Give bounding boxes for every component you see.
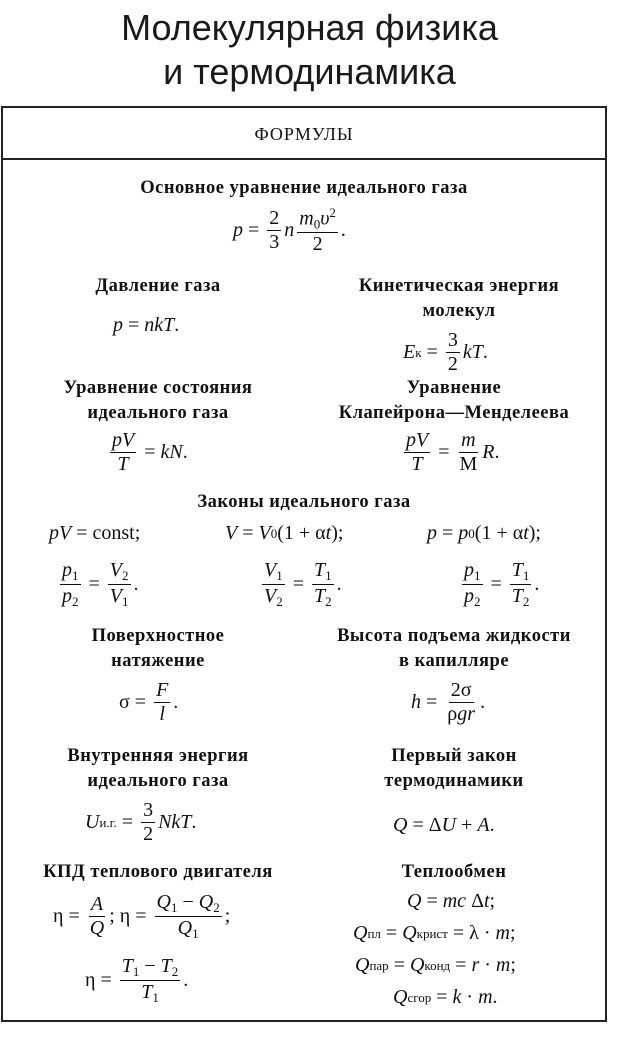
- formula-charles-ratio: $\frac{p_1}{p_2}$ = $\frac{T_1}{T_2}$ .: [464, 559, 540, 609]
- formula-state-equation: $\frac{pV}{T}$ = kN .: [112, 429, 188, 475]
- formula-boyle-ratio: $\frac{p_1}{p_2}$ = $\frac{V_2}{V_1}$ .: [62, 559, 139, 609]
- heading-state-equation: Уравнение состояния идеального газа: [63, 378, 253, 423]
- formula-kinetic-energy: E к = $\frac{3}{2}$ kT .: [403, 329, 488, 375]
- heading-ideal-gas-equation: Основное уравнение идеального газа: [140, 178, 468, 198]
- formula-gay-lussac-ratio: $\frac{V_1}{V_2}$ = $\frac{T_1}{T_2}$ .: [264, 559, 342, 609]
- formula-efficiency-1: η = $\frac{A}{Q}$ ; η = $\frac{Q_1 - Q_2}{Q_1}$ ;: [53, 891, 231, 941]
- heading-surface-tension: Поверхностное натяжение: [91, 626, 225, 671]
- formula-basic-equation: p = $\frac{2}{3}$ n $\frac{m_0\upsilon^2}{2}$ .: [233, 205, 346, 256]
- formula-melting: Q пл = Q крист = λ · m ;: [353, 922, 516, 944]
- formula-gas-pressure: p = nkT .: [113, 314, 180, 336]
- formula-boyle: pV = const ;: [49, 522, 141, 544]
- formula-internal-energy: U и.г. = $\frac{3}{2}$ NkT .: [85, 799, 197, 845]
- heading-internal-energy: Внутренняя энергия идеального газа: [67, 746, 249, 791]
- page-title-line2: и термодинамика: [163, 51, 456, 92]
- heading-efficiency: КПД теплового двигателя: [43, 862, 273, 882]
- heading-gas-laws: Законы идеального газа: [197, 492, 411, 512]
- formulas-box: [1, 106, 607, 1022]
- formula-clapeyron: $\frac{pV}{T}$ = $\frac{m}{M}$ R .: [406, 429, 500, 475]
- formula-capillary: h = $\frac{2\sigma}{\text{ρgr}}$ .: [411, 679, 486, 725]
- heading-heat-exchange: Теплообмен: [401, 862, 507, 882]
- formula-combustion: Q сгор = k · m .: [393, 986, 498, 1008]
- formula-gay-lussac: V = V 0 (1 + α t );: [225, 522, 344, 544]
- heading-clapeyron: Уравнение Клапейрона—Менделеева: [338, 378, 570, 423]
- heading-gas-pressure: Давление газа: [95, 276, 221, 296]
- formula-vaporization: Q пар = Q конд = r · m ;: [355, 954, 516, 976]
- formula-surface-tension: σ = $\frac{F}{l}$ .: [119, 679, 179, 725]
- formula-efficiency-2: η = $\frac{T_1 - T_2}{T_1}$ .: [85, 955, 189, 1005]
- formula-charles: p = p 0 (1 + α t );: [427, 522, 541, 544]
- box-header: ФОРМУЛЫ: [3, 108, 605, 160]
- heading-kinetic-energy: Кинетическая энергия молекул: [358, 276, 560, 321]
- heading-first-law: Первый закон термодинамики: [384, 746, 524, 791]
- formula-first-law: Q = Δ U + A .: [393, 814, 495, 836]
- formula-heat: Q = mc Δ t ;: [407, 890, 496, 912]
- heading-capillary: Высота подъема жидкости в капилляре: [337, 626, 571, 671]
- page-title-line1: Молекулярная физика: [121, 7, 498, 48]
